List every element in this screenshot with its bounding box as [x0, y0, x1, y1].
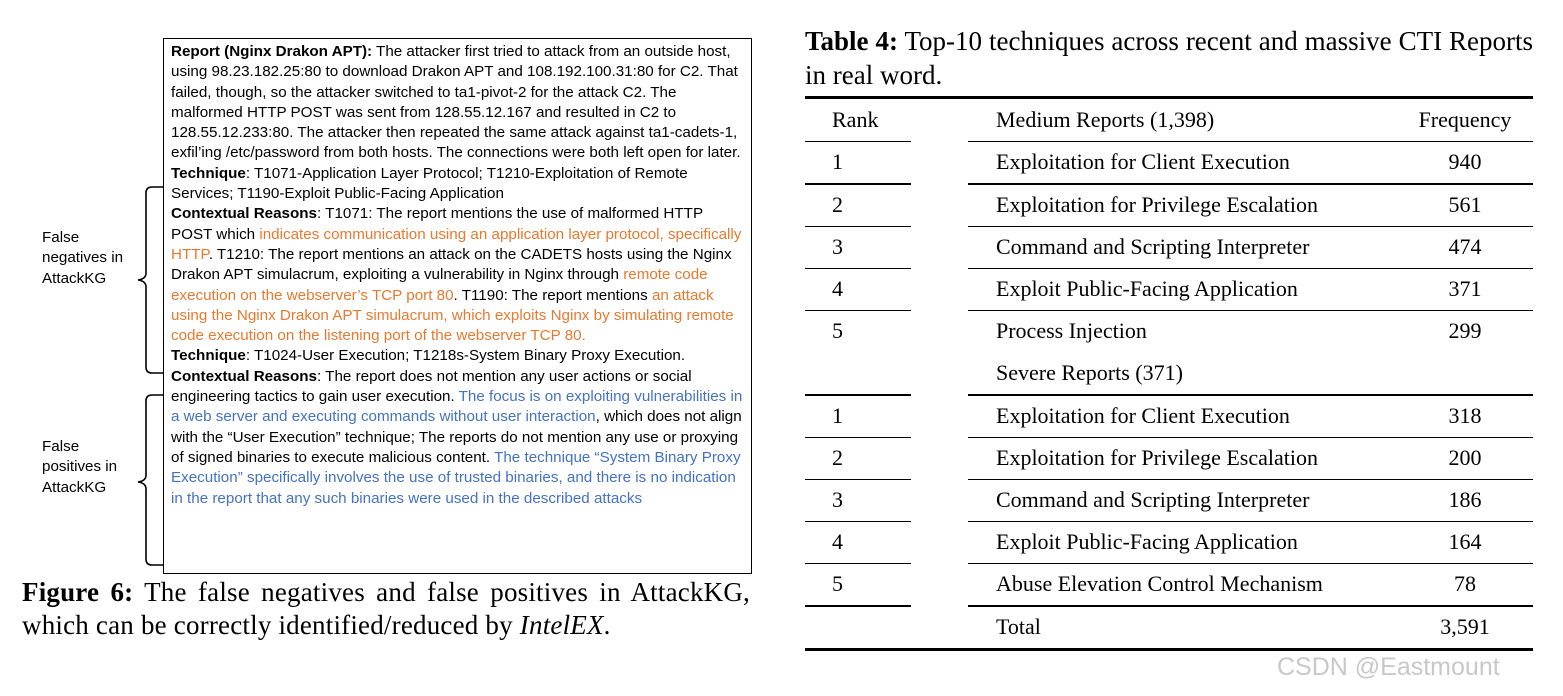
- fp-reasons-highlight-2: The technique “System Binary Proxy Execution” specifically involves the use of trusted binaries, and there is no indication in the report that any such binaries were used in the described attacks: [171, 448, 741, 507]
- total-value: 3,591: [1440, 613, 1490, 639]
- medium-row-frequency: 940: [1448, 149, 1482, 175]
- fn-reasons-paragraph: [171, 204, 745, 346]
- figure-6-box: [163, 38, 752, 574]
- table-bottom-rule: [805, 648, 1533, 651]
- header-rank: Rank: [832, 107, 879, 133]
- total-label: Total: [996, 613, 1041, 639]
- fn-reasons-label: Contextual Reasons: [171, 205, 318, 223]
- medium-row-rule-right: [968, 310, 1533, 311]
- medium-row-rule-left: [805, 226, 911, 227]
- false-positives-brace: [126, 393, 166, 568]
- severe-row-technique: Abuse Elevation Control Mechanism: [996, 571, 1323, 597]
- fn-reasons-highlight-3: an attack using the Nginx Drakon APT simulacrum, which exploits Nginx by simulating remote code execution on the listening port of the webserver TCP 80.: [171, 286, 734, 345]
- figure-caption-italic: IntelEX: [519, 610, 604, 640]
- medium-row-technique: Exploit Public-Facing Application: [996, 275, 1298, 301]
- header-severe-reports: Severe Reports (371): [996, 360, 1183, 386]
- watermark: CSDN @Eastmount: [1277, 653, 1500, 681]
- report-paragraph: [171, 42, 745, 164]
- figure-caption-label: Figure 6:: [22, 577, 134, 607]
- medium-row-frequency: 561: [1448, 191, 1482, 217]
- medium-row-rank: 1: [832, 149, 843, 175]
- fp-technique-label: Technique: [171, 347, 246, 365]
- report-label: Report (Nginx Drakon APT):: [171, 43, 373, 60]
- header-rule-right: [968, 141, 1533, 142]
- medium-row-rank: 2: [832, 191, 843, 217]
- severe-row-rule-left: [805, 605, 911, 606]
- false-negatives-brace: [126, 185, 166, 375]
- false-positives-label: False positives in AttackKG: [42, 438, 118, 496]
- severe-row-rule-right: [968, 437, 1533, 438]
- table-caption-text: Top-10 techniques across recent and massive CTI Reports in real word.: [805, 26, 1533, 90]
- figure-caption-text: The false negatives and false positives in AttackKG, which can be correctly identified/reduced by: [22, 577, 750, 640]
- medium-row-frequency: 371: [1448, 275, 1482, 301]
- fn-reasons-highlight-1: indicates communication using an application layer protocol, specifically HTTP: [171, 225, 742, 263]
- table-top-rule: [805, 96, 1533, 99]
- medium-row-frequency: 299: [1448, 318, 1482, 344]
- medium-row-rank: 4: [832, 275, 843, 301]
- fn-reasons-highlight-2: remote code execution on the webserver’s TCP port 80: [171, 266, 708, 304]
- fp-technique-text: : T1024-User Execution; T1218s-System Binary Proxy Execution.: [245, 347, 686, 365]
- table-4: [805, 96, 1533, 651]
- severe-header-rule-left: [805, 394, 911, 395]
- fp-technique-paragraph: [171, 346, 745, 366]
- severe-row-technique: Exploitation for Client Execution: [996, 402, 1290, 428]
- fp-reasons-text-2: , which does not align with the “User Execution” technique; The reports do not mention any use or proxying of signed binaries to execute malicious content.: [171, 408, 742, 466]
- false-negatives-label: False negatives in AttackKG: [42, 229, 124, 287]
- medium-row-rule-right: [968, 268, 1533, 269]
- medium-row-technique: Command and Scripting Interpreter: [996, 233, 1310, 259]
- fn-technique-text: : T1071-Application Layer Protocol; T1210-Exploitation of Remote Services; T1190-Exploit Public-Facing Application: [171, 164, 688, 203]
- severe-row-frequency: 200: [1448, 444, 1482, 470]
- severe-row-technique: Exploitation for Privilege Escalation: [996, 444, 1318, 470]
- severe-row-technique: Exploit Public-Facing Application: [996, 529, 1298, 555]
- severe-row-frequency: 318: [1448, 402, 1482, 428]
- fn-reasons-text-2: . T1210: The report mentions an attack on the CADETS hosts using the Nginx Drakon APT simulacrum, exploiting a vulnerability in Nginx through: [171, 245, 732, 284]
- fp-reasons-label: Contextual Reasons: [171, 367, 318, 385]
- medium-row-rule-right: [968, 226, 1533, 227]
- fn-technique-paragraph: [171, 164, 745, 205]
- severe-row-rank: 5: [832, 571, 843, 597]
- table-4-caption: [805, 24, 1533, 92]
- figure-6-caption: [22, 576, 750, 642]
- fn-technique-label: Technique: [171, 164, 246, 182]
- severe-row-rule-left: [805, 437, 911, 438]
- medium-row-rank: 5: [832, 318, 843, 344]
- fp-reasons-highlight-1: The focus is on exploiting vulnerabilities in a web server and executing commands without user interaction: [171, 388, 743, 426]
- medium-row-technique: Exploitation for Client Execution: [996, 149, 1290, 175]
- severe-row-rule-left: [805, 563, 911, 564]
- table-caption-label: Table 4:: [805, 26, 898, 56]
- figure-caption-end: .: [603, 610, 611, 640]
- severe-row-rule-left: [805, 479, 911, 480]
- severe-row-rank: 1: [832, 402, 843, 428]
- fp-reasons-text-1: : The report does not mention any user actions or social engineering tactics to gain user execution.: [171, 367, 692, 406]
- severe-row-rule-left: [805, 521, 911, 522]
- report-text: The attacker first tried to attack from an outside host, using 98.23.182.25:80 to download Drakon APT and 108.192.100.31:80 for C2. That failed, though, so the attacker switched to ta1-pivot-2 for the attack C2. The malformed HTTP POST was sent from 128.55.12.167 and resulted in C2 to 128.55.12.233:80. The attacker then repeated the same attack against ta1-cadets-1, exfil’ing /etc/password from both hosts. The connections were both left open for later.: [171, 43, 741, 162]
- fn-reasons-text-3: . T1190: The report mentions: [453, 286, 652, 304]
- medium-row-technique: Exploitation for Privilege Escalation: [996, 191, 1318, 217]
- header-frequency: Frequency: [1418, 107, 1512, 133]
- medium-row-rule-left: [805, 310, 911, 311]
- severe-row-rule-right: [968, 479, 1533, 480]
- severe-row-technique: Command and Scripting Interpreter: [996, 486, 1310, 512]
- medium-row-technique: Process Injection: [996, 318, 1147, 344]
- medium-row-rule-left: [805, 183, 911, 184]
- medium-row-frequency: 474: [1448, 233, 1482, 259]
- medium-row-rule-left: [805, 268, 911, 269]
- fp-reasons-paragraph: [171, 367, 745, 509]
- medium-row-rule-right: [968, 183, 1533, 184]
- severe-row-rank: 2: [832, 444, 843, 470]
- header-rule-left: [805, 141, 911, 142]
- severe-row-rank: 4: [832, 529, 843, 555]
- severe-header-rule-right: [968, 394, 1533, 395]
- severe-row-frequency: 78: [1454, 571, 1476, 597]
- severe-row-frequency: 186: [1448, 486, 1482, 512]
- severe-row-rank: 3: [832, 486, 843, 512]
- severe-row-rule-right: [968, 605, 1533, 606]
- severe-row-frequency: 164: [1448, 529, 1482, 555]
- header-medium-reports: Medium Reports (1,398): [996, 107, 1215, 133]
- medium-row-rank: 3: [832, 233, 843, 259]
- severe-row-rule-right: [968, 563, 1533, 564]
- fn-reasons-text-1: : T1071: The report mentions the use of malformed HTTP POST which: [171, 205, 703, 243]
- severe-row-rule-right: [968, 521, 1533, 522]
